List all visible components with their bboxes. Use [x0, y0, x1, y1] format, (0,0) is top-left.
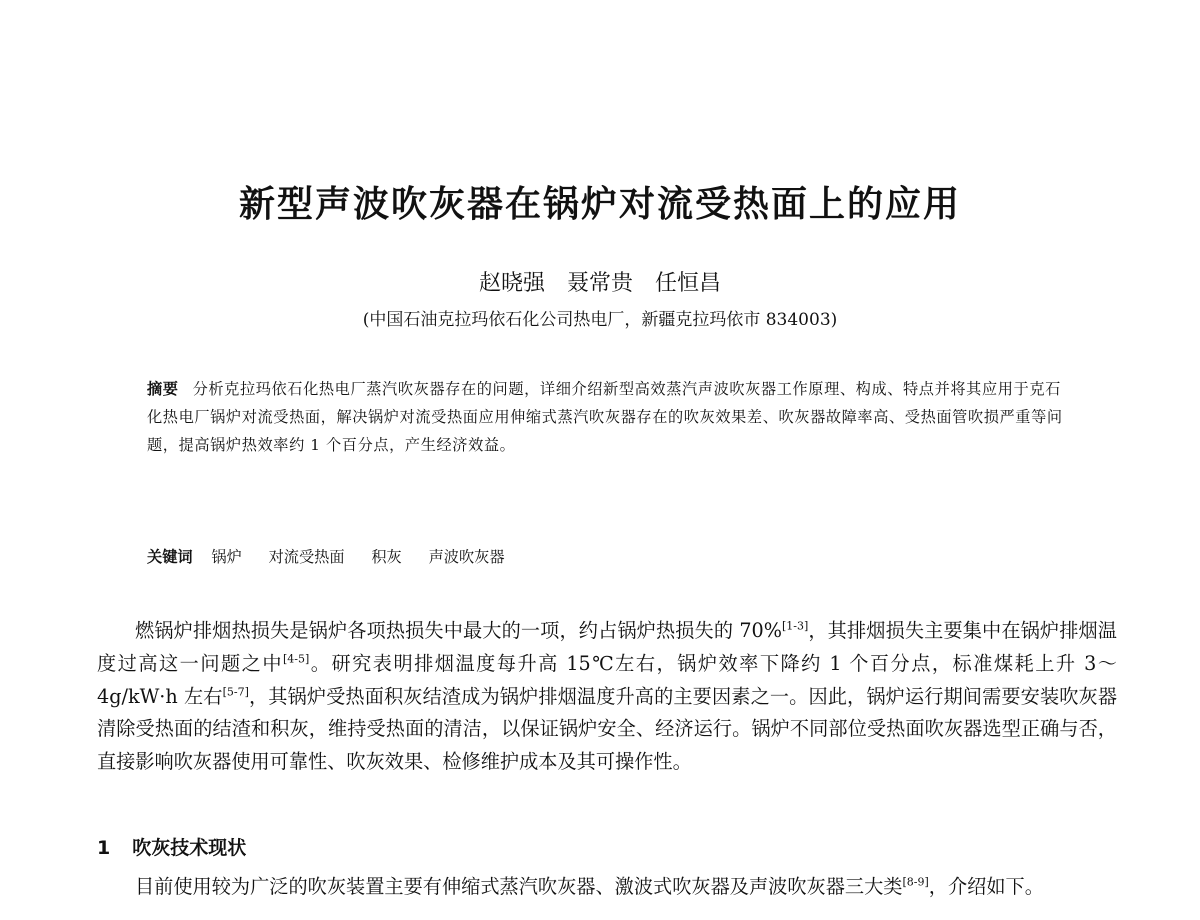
keywords-label: 关键词 [147, 548, 193, 566]
paper-title: 新型声波吹灰器在锅炉对流受热面上的应用 [238, 184, 961, 225]
section-heading [97, 833, 246, 860]
citation-ref: [5-7] [222, 685, 249, 699]
citation-ref: [4-5] [283, 652, 310, 666]
abstract-block [147, 375, 1072, 459]
abstract-label: 摘要 [147, 380, 179, 398]
keyword-item: 对流受热面 [268, 548, 345, 566]
intro-text-4: ，其锅炉受热面积灰结渣成为锅炉排烟温度升高的主要因素之一。因此，锅炉运行期间需要安装吹灰器清除受热面的结渣和积灰，维持受热面的清洁，以保证锅炉安全、经济运行。锅炉不同部位受热面吹灰器选型正确与否，直接影响吹灰器使用可靠性、吹灰效果、检修维护成本及其可操作性。 [97, 684, 1118, 774]
affiliation: (中国石油克拉玛依石化公司热电厂，新疆克拉玛依市 834003) [362, 310, 838, 330]
section-number: 1 [97, 837, 111, 859]
citation-ref: [1-3] [781, 619, 809, 633]
abstract-text: 分析克拉玛依石化热电厂蒸汽吹灰器存在的问题，详细介绍新型高效蒸汽声波吹灰器工作原理、构成、特点并将其应用于克石化热电厂锅炉对流受热面，解决锅炉对流受热面应用伸缩式蒸汽吹灰器存在的吹灰效果差、吹灰器故障率高、受热面管吹损严重等问题，提高锅炉热效率约 1 个百分点，产生经济效益。 [147, 380, 1063, 454]
intro-text-2: ，其排烟损失主要集中在锅炉排烟温度过高这一问题之中 [97, 619, 1117, 675]
keywords-block [147, 546, 527, 567]
keyword-item: 声波吹灰器 [428, 548, 505, 566]
section-paragraph [97, 871, 1117, 904]
keyword-item: 积灰 [371, 548, 402, 566]
author-list: 赵晓强 聂常贵 任恒昌 [478, 271, 721, 296]
section-text-2: ，介绍如下。 [928, 875, 1044, 898]
citation-ref: [8-9] [902, 875, 929, 889]
intro-text-1: 燃锅炉排烟热损失是锅炉各项热损失中最大的一项，约占锅炉热损失的 70% [135, 619, 782, 642]
keyword-item: 锅炉 [211, 548, 242, 566]
section-title: 吹灰技术现状 [132, 837, 247, 859]
section-text-1: 目前使用较为广泛的吹灰装置主要有伸缩式蒸汽吹灰器、激波式吹灰器及声波吹灰器三大类 [135, 875, 903, 898]
intro-text-3: 。研究表明排烟温度每升高 15℃左右，锅炉效率下降约 1 个百分点，标准煤耗上升 3～4g/kW·h 左右 [97, 651, 1117, 708]
intro-paragraph [97, 615, 1117, 779]
